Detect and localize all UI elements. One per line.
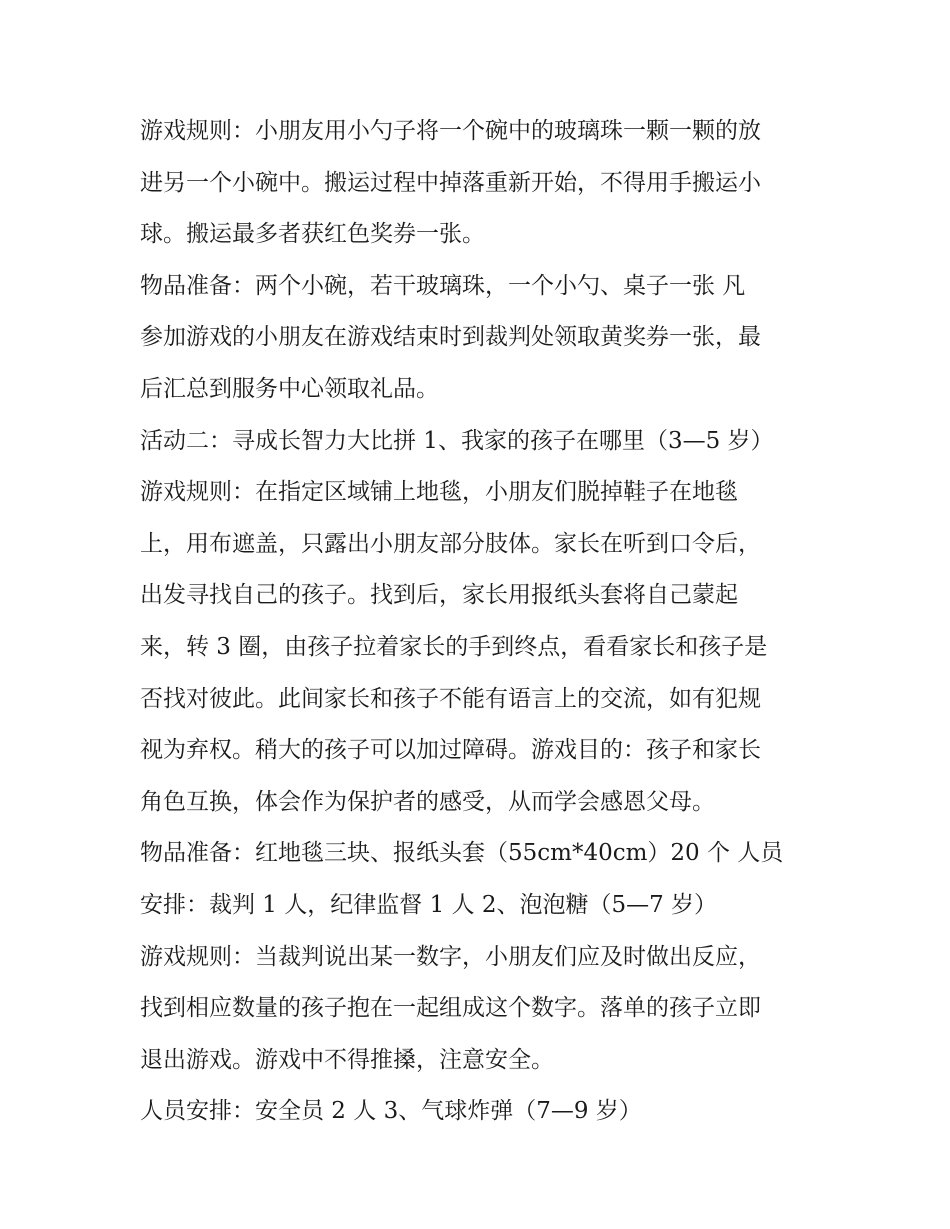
text-line: 游戏规则：在指定区域铺上地毯，小朋友们脱掉鞋子在地毯 bbox=[140, 479, 738, 506]
text-line: 来，转 3 圈，由孩子拉着家长的手到终点，看看家长和孩子是 bbox=[140, 633, 768, 660]
text-line: 物品准备：两个小碗，若干玻璃珠，一个小勺、桌子一张 凡 bbox=[140, 272, 746, 299]
text-line: 上，用布遮盖，只露出小朋友部分肢体。家长在听到口令后， bbox=[140, 530, 761, 557]
text-line: 球。搬运最多者获红色奖券一张。 bbox=[140, 221, 485, 248]
text-line: 后汇总到服务中心领取礼品。 bbox=[140, 375, 439, 402]
text-line: 否找对彼此。此间家长和孩子不能有语言上的交流，如有犯规 bbox=[140, 685, 761, 712]
text-line: 退出游戏。游戏中不得推搡，注意安全。 bbox=[140, 1046, 554, 1073]
text-line: 出发寻找自己的孩子。找到后，家长用报纸头套将自己蒙起 bbox=[140, 582, 738, 609]
text-line: 参加游戏的小朋友在游戏结束时到裁判处领取黄奖券一张，最 bbox=[140, 324, 761, 351]
text-line: 游戏规则：当裁判说出某一数字，小朋友们应及时做出反应， bbox=[140, 943, 761, 970]
text-line: 安排：裁判 1 人，纪律监督 1 人 2、泡泡糖（5—7 岁） bbox=[140, 891, 718, 918]
text-line: 活动二：寻成长智力大比拼 1、我家的孩子在哪里（3—5 岁） bbox=[140, 427, 774, 454]
text-line: 游戏规则：小朋友用小勺子将一个碗中的玻璃珠一颗一颗的放 bbox=[140, 118, 761, 144]
text-line: 物品准备：红地毯三块、报纸头套（55cm*40cm）20 个 人员 bbox=[140, 840, 784, 867]
text-line: 进另一个小碗中。搬运过程中掉落重新开始，不得用手搬运小 bbox=[140, 169, 761, 196]
text-line: 找到相应数量的孩子抱在一起组成这个数字。落单的孩子立即 bbox=[140, 995, 761, 1022]
text-line: 角色互换，体会作为保护者的感受，从而学会感恩父母。 bbox=[140, 788, 715, 815]
text-line: 人员安排：安全员 2 人 3、气球炸弹（7—9 岁） bbox=[140, 1098, 642, 1125]
document-body bbox=[140, 106, 812, 1138]
text-line: 视为弃权。稍大的孩子可以加过障碍。游戏目的：孩子和家长 bbox=[140, 737, 761, 764]
